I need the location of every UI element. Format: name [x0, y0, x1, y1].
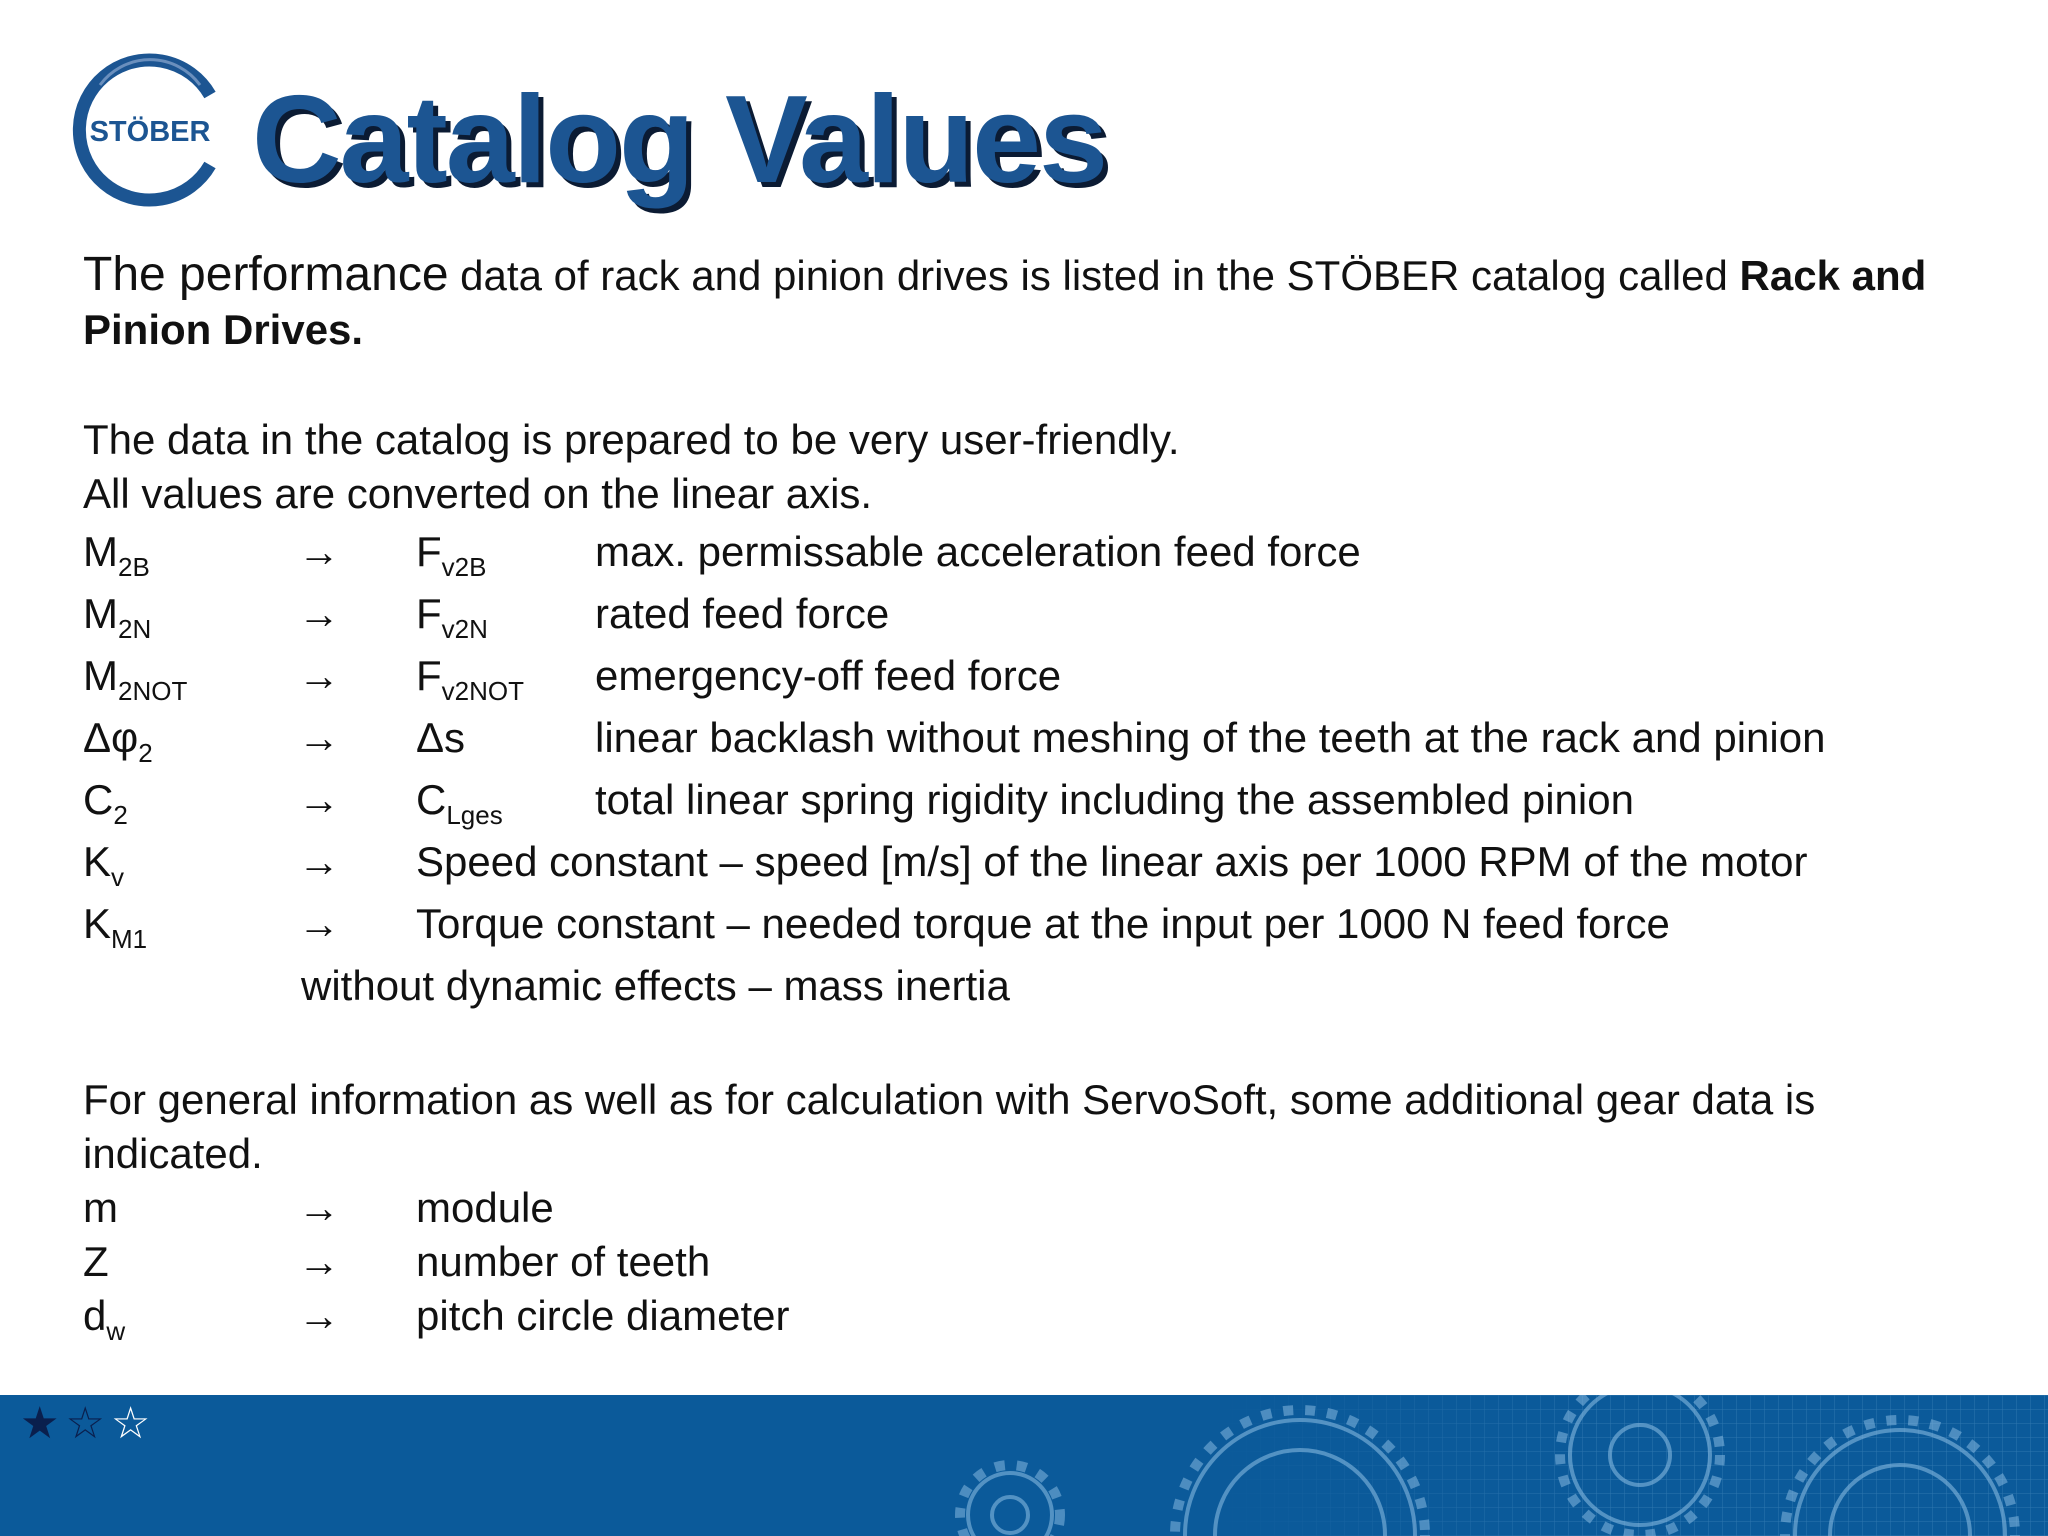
arrow-icon: →: [298, 1238, 340, 1285]
intro-text: data of rack and pinion drives is listed in the STÖBER catalog called: [448, 252, 1740, 299]
rotary-symbol: $\Delta\varphi_2$: [83, 714, 153, 768]
arrow-icon: →: [298, 590, 340, 637]
gear-note-line-1: For general information as well as for calculation with ServoSoft, some additional gear data is: [83, 1076, 1816, 1123]
linear-symbol: $F_{v2N}$: [416, 590, 488, 644]
arrow-icon: →: [298, 1184, 340, 1231]
conversion-description: linear backlash without meshing of the teeth at the rack and pinion: [595, 714, 1826, 761]
stober-logo: [70, 50, 230, 210]
star-outline-icon: ☆: [110, 1399, 157, 1448]
linear-symbol: $F_{v2NOT}$: [416, 652, 524, 706]
arrow-icon: →: [298, 900, 340, 947]
gear-description: pitch circle diameter: [416, 1292, 790, 1339]
conversion-row: [83, 521, 2003, 583]
arrow-icon: →: [298, 776, 340, 823]
data-note-line-2: All values are converted on the linear axis.: [83, 470, 873, 517]
gear-symbol: Z: [83, 1238, 109, 1285]
gear-symbol: $d_w$: [83, 1292, 126, 1346]
linear-symbol: $F_{v2B}$: [416, 528, 487, 582]
gear-pattern: [0, 1395, 2048, 1536]
gear-description: number of teeth: [416, 1238, 711, 1285]
page-title: Catalog Values: [252, 71, 1107, 209]
gear-note-line-2: indicated.: [83, 1130, 263, 1177]
logo-text: STÖBER: [89, 116, 211, 148]
arrow-icon: →: [298, 714, 340, 761]
intro-lead: The performance: [83, 248, 449, 301]
constant-row: [83, 831, 2003, 893]
constant-symbol: $K_v$: [83, 838, 125, 892]
constant-symbol: $K_{M1}$: [83, 900, 148, 954]
rotary-symbol: $M_{2NOT}$: [83, 652, 188, 706]
conversion-description: emergency-off feed force: [595, 652, 1062, 699]
linear-symbol: $C_{Lges}$: [416, 776, 503, 830]
intro-paragraph: [83, 248, 2003, 357]
linear-symbol: Δs: [416, 714, 466, 761]
conversion-description: max. permissable acceleration feed force: [595, 528, 1361, 575]
conversion-row: [83, 769, 2003, 831]
arrow-icon: →: [298, 528, 340, 575]
gear-data-row: [83, 1289, 2003, 1346]
gear-description: module: [416, 1184, 554, 1231]
rating-stars: [20, 1400, 156, 1448]
constant-row: [83, 893, 2003, 955]
gear-data-row: [83, 1181, 2003, 1235]
arrow-icon: →: [298, 838, 340, 885]
rotary-symbol: $C_2$: [83, 776, 128, 830]
conversion-description: total linear spring rigidity including the assembled pinion: [595, 776, 1634, 823]
conversion-description: rated feed force: [595, 590, 890, 637]
gear-symbol: m: [83, 1184, 118, 1231]
rotary-symbol: $M_{2B}$: [83, 528, 150, 582]
rotary-symbol: $M_{2N}$: [83, 590, 152, 644]
constant-description: Speed constant – speed [m/s] of the linear axis per 1000 RPM of the motor: [416, 838, 1808, 885]
catalog-name: Rack and Pinion Drives.: [83, 252, 1927, 353]
constant-description: Torque constant – needed torque at the input per 1000 N feed force: [416, 900, 1670, 947]
constant-continuation: without dynamic effects – mass inertia: [301, 962, 1010, 1009]
arrow-icon: →: [298, 1292, 340, 1339]
star-outline-icon: ☆: [65, 1399, 111, 1448]
conversion-row: [83, 583, 2003, 645]
star-filled-icon: ★: [20, 1399, 66, 1448]
footer-band: [0, 1395, 2048, 1536]
arrow-icon: →: [298, 652, 340, 699]
slide-content: [83, 248, 2003, 1346]
conversion-row: [83, 645, 2003, 707]
spacer: [83, 1017, 2003, 1073]
conversion-row: [83, 707, 2003, 769]
gear-data-row: [83, 1235, 2003, 1289]
data-note-line-1: The data in the catalog is prepared to be very user-friendly.: [83, 416, 1180, 463]
spacer: [83, 357, 2003, 413]
